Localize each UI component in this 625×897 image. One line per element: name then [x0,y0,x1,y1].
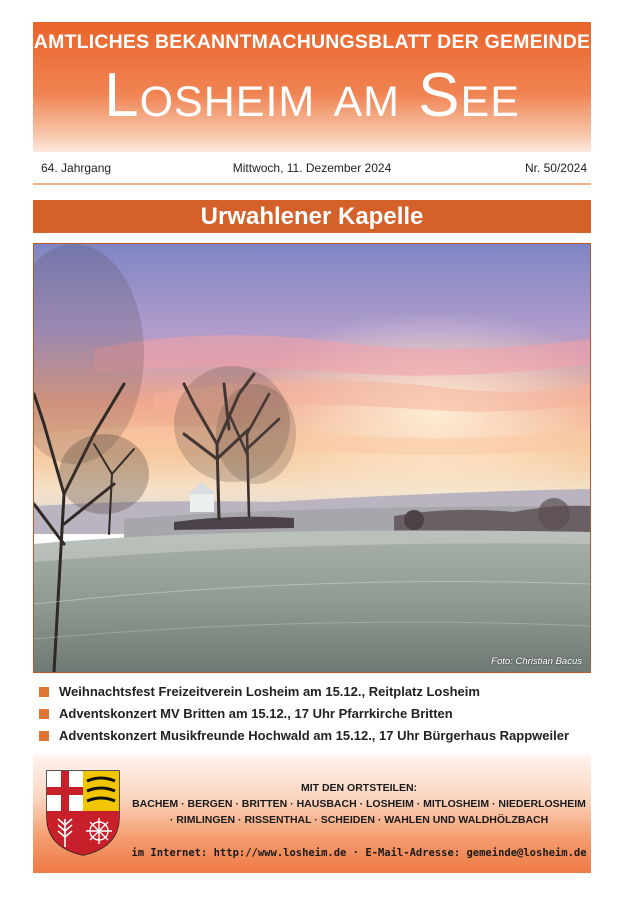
list-item [39,682,599,704]
contact-line: im Internet: http://www.losheim.de · E-Mail-Adresse: gemeinde@losheim.de [131,847,587,859]
cover-headline: Urwahlener Kapelle [33,200,591,233]
news-teaser-list [39,682,599,748]
square-bullet-icon [39,709,49,719]
districts-line-1: BACHEM · BERGEN · BRITTEN · HAUSBACH · LOSHEIM · MITLOSHEIM · NIEDERLOSHEIM [132,798,586,810]
coat-of-arms-icon [45,769,121,857]
list-item [39,704,599,726]
issue-volume: 64. Jahrgang [41,161,112,175]
issue-info-bar [33,153,591,185]
masthead-title: Losheim am See [104,61,520,130]
square-bullet-icon [39,731,49,741]
winter-landscape-illustration [34,244,590,672]
news-item-text: Adventskonzert MV Britten am 15.12., 17 Uhr Pfarrkirche Britten [59,706,453,721]
districts-line-2: · RIMLINGEN · RISSENTHAL · SCHEIDEN · WAHLEN UND WALDHÖLZBACH [169,814,549,826]
list-item [39,726,599,748]
cover-photo [33,243,591,673]
masthead [33,22,591,152]
issue-number: Nr. 50/2024 [524,161,587,175]
square-bullet-icon [39,687,49,697]
districts-heading: MIT DEN ORTSTEILEN: [300,782,418,794]
issue-date: Mittwoch, 11. Dezember 2024 [232,161,392,175]
news-item-text: Adventskonzert Musikfreunde Hochwald am 15.12., 17 Uhr Bürgerhaus Rappweiler [59,728,570,743]
masthead-kicker: AMTLICHES BEKANNTMACHUNGSBLATT DER GEMEINDE [33,31,591,53]
news-item-text: Weihnachtsfest Freizeitverein Losheim am 15.12., Reitplatz Losheim [59,684,480,699]
footer-band [33,755,591,873]
photo-credit: Foto: Christian Bacus [491,656,582,667]
